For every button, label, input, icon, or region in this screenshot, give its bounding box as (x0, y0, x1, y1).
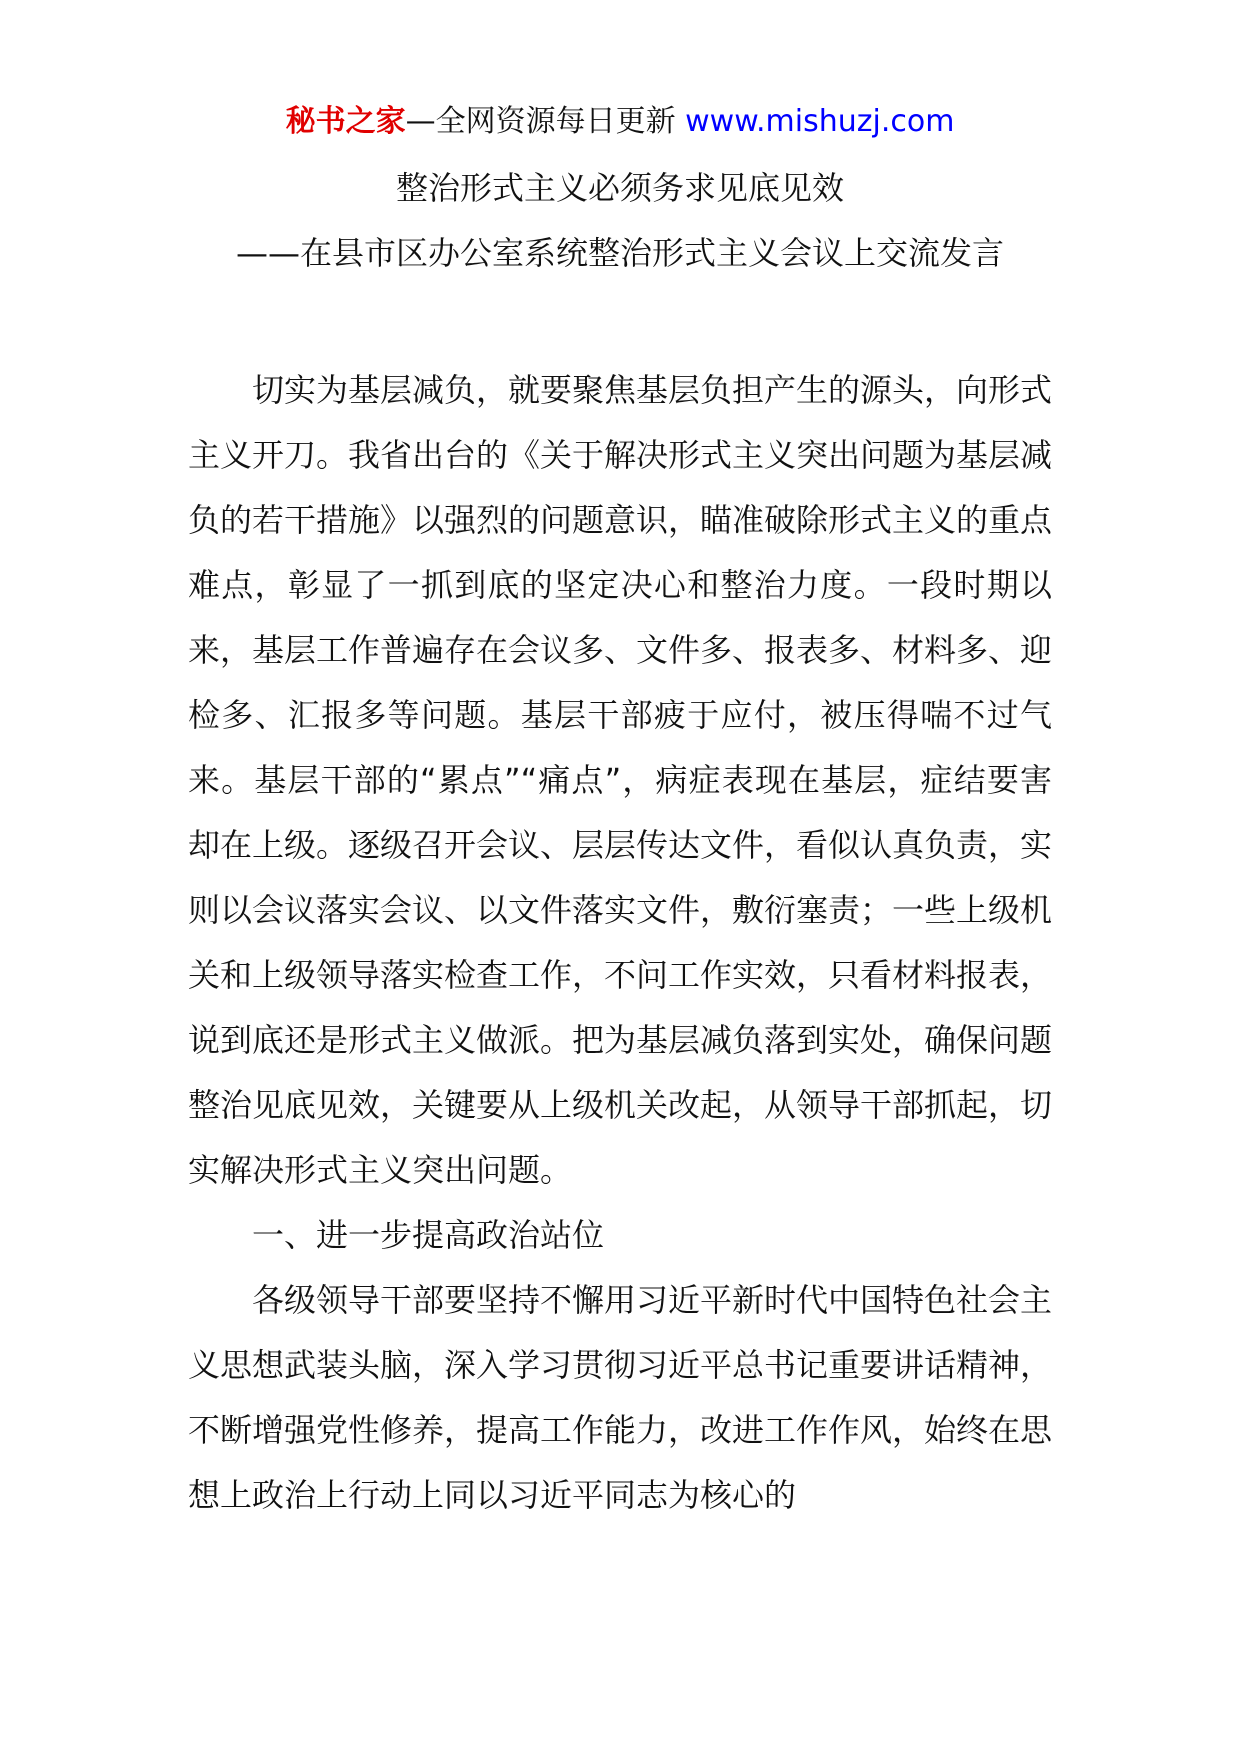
site-url[interactable]: www.mishuzj.com (685, 104, 955, 139)
body-paragraph: 切实为基层减负，就要聚焦基层负担产生的源头，向形式主义开刀。我省出台的《关于解决形式主义突出问题为基层减负的若干措施》以强烈的问题意识，瞄准破除形式主义的重点难点，彰显了一抓到底的坚定决心和整治力度。一段时期以来，基层工作普遍存在会议多、文件多、报表多、材料多、迎检多、汇报多等问题。基层干部疲于应付，被压得喘不过气来。基层干部的“累点”“痛点”，病症表现在基层，症结要害却在上级。逐级召开会议、层层传达文件，看似认真负责，实则以会议落实会议、以文件落实文件，敷衍塞责；一些上级机关和上级领导落实检查工作，不问工作实效，只看材料报表，说到底还是形式主义做派。把为基层减负落到实处，确保问题整治见底见效，关键要从上级机关改起，从领导干部抓起，切实解决形式主义突出问题。 (188, 371, 1053, 1189)
site-banner (0, 100, 1240, 144)
document-body (188, 358, 1052, 1528)
document-title: 整治形式主义必须务求见底见效 (395, 169, 844, 207)
document-subtitle: ——在县市区办公室系统整治形式主义会议上交流发言 (235, 234, 1004, 272)
brand-name: 秘书之家 (285, 104, 406, 139)
section-heading: 一、进一步提高政治站位 (252, 1216, 605, 1254)
body-paragraph: 各级领导干部要坚持不懈用习近平新时代中国特色社会主义思想武装头脑，深入学习贯彻习近平总书记重要讲话精神，不断增强党性修养，提高工作能力，改进工作作风，始终在思想上政治上行动上同以习近平同志为核心的 (188, 1281, 1053, 1514)
banner-tagline: —全网资源每日更新 (405, 104, 676, 139)
